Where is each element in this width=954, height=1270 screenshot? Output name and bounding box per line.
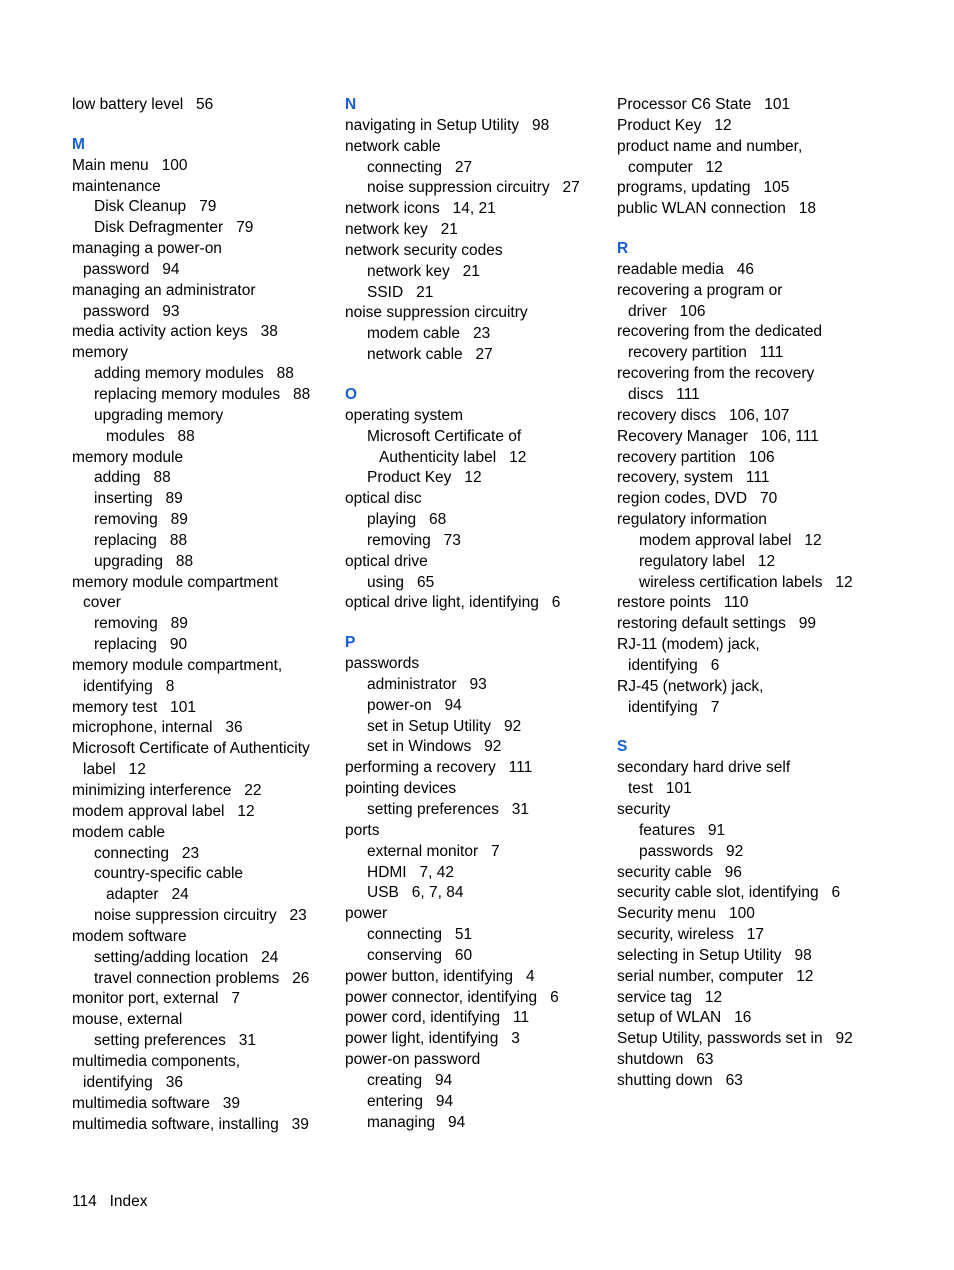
index-subentry: upgrading memory (94, 406, 224, 424)
index-entry: modem approval label 12 (72, 802, 255, 820)
index-entry: performing a recovery 111 (345, 759, 533, 777)
index-entry: power light, identifying 3 (345, 1030, 520, 1048)
index-entry: passwords (345, 655, 420, 673)
index-subentry: passwords 92 (639, 842, 744, 860)
index-subentry: features 91 (639, 821, 726, 839)
index-entry: power (345, 905, 388, 923)
index-entry: serial number, computer 12 (617, 967, 814, 985)
index-subentry: modem cable 23 (367, 325, 491, 343)
index-entry: memory module compartment, (72, 656, 283, 674)
index-subentry: country-specific cable (94, 865, 244, 883)
index-entry: recovery partition 111 (628, 344, 784, 362)
section-gap (345, 614, 607, 633)
index-entry: recovering a program or (617, 281, 783, 299)
index-entry: modem cable (72, 823, 166, 841)
index-subentry: adding memory modules 88 (94, 365, 294, 383)
index-subentry: Product Key 12 (367, 469, 482, 487)
index-entry: minimizing interference 22 (72, 782, 262, 799)
index-entry: region codes, DVD 70 (617, 490, 778, 508)
index-subentry: Microsoft Certificate of (367, 427, 522, 445)
index-column-2 (345, 95, 607, 1134)
index-subentry: USB 6, 7, 84 (367, 884, 464, 902)
index-subentry: adapter 24 (106, 886, 189, 904)
index-subentry: connecting 23 (94, 844, 200, 862)
index-subentry: entering 94 (367, 1092, 454, 1110)
index-entry: identifying 6 (628, 656, 720, 674)
index-entry: Setup Utility, passwords set in 92 (617, 1030, 853, 1048)
section-gap (617, 220, 879, 239)
index-subentry: creating 94 (367, 1071, 453, 1089)
index-subentry: modules 88 (106, 427, 195, 445)
index-subentry: noise suppression circuitry 23 (94, 907, 307, 925)
index-entry: Processor C6 State 101 (617, 96, 791, 113)
index-entry: recovery partition 106 (617, 448, 775, 466)
index-entry: identifying 36 (83, 1073, 183, 1091)
index-entry: restoring default settings 99 (617, 615, 817, 633)
index-entry: driver 106 (628, 302, 706, 320)
index-entry: discs 111 (628, 385, 700, 403)
index-subentry: administrator 93 (367, 675, 487, 693)
index-subentry: Disk Cleanup 79 (94, 198, 217, 216)
index-entry: setup of WLAN 16 (617, 1009, 752, 1027)
index-subentry: using 65 (367, 573, 435, 591)
index-subentry: regulatory label 12 (639, 552, 776, 570)
index-entry: microphone, internal 36 (72, 719, 243, 737)
index-entry: Product Key 12 (617, 116, 732, 134)
index-entry: recovering from the dedicated (617, 323, 823, 341)
section-letter-heading: S (617, 738, 628, 756)
section-gap (617, 718, 879, 737)
index-entry: low battery level 56 (72, 96, 214, 113)
index-entry: readable media 46 (617, 260, 755, 278)
index-entry: security cable slot, identifying 6 (617, 884, 841, 902)
index-entry: operating system (345, 406, 464, 424)
index-entry: power-on password (345, 1051, 481, 1069)
index-entry: mouse, external (72, 1011, 183, 1029)
index-entry: noise suppression circuitry (345, 304, 528, 322)
index-entry: Recovery Manager 106, 111 (617, 427, 819, 445)
index-subentry: replacing memory modules 88 (94, 385, 311, 403)
index-subentry: upgrading 88 (94, 552, 194, 570)
index-entry: RJ-45 (network) jack, (617, 677, 764, 695)
index-entry: RJ-11 (modem) jack, (617, 636, 760, 654)
index-entry: multimedia software 39 (72, 1094, 240, 1112)
index-entry: identifying 7 (628, 698, 720, 716)
index-entry: cover (83, 594, 121, 612)
index-entry: recovery, system 111 (617, 469, 770, 487)
index-subentry: SSID 21 (367, 283, 434, 301)
index-subentry: removing 89 (94, 615, 188, 633)
index-entry: identifying 8 (83, 677, 175, 695)
index-entry: power connector, identifying 6 (345, 988, 559, 1006)
index-entry: ports (345, 821, 380, 839)
index-entry: power cord, identifying 11 (345, 1009, 530, 1027)
index-subentry: network key 21 (367, 262, 480, 280)
index-entry: optical disc (345, 490, 422, 508)
index-entry: optical drive (345, 552, 428, 570)
index-subentry: power-on 94 (367, 696, 462, 714)
index-subentry: modem approval label 12 (639, 531, 822, 549)
index-entry: service tag 12 (617, 988, 723, 1006)
index-entry: multimedia software, installing 39 (72, 1115, 309, 1133)
index-entry: network icons 14, 21 (345, 200, 496, 218)
index-entry: recovery discs 106, 107 (617, 406, 790, 424)
index-entry: recovering from the recovery (617, 365, 815, 383)
index-entry: maintenance (72, 177, 161, 195)
index-subentry: setting preferences 31 (367, 801, 529, 818)
index-entry: multimedia components, (72, 1052, 240, 1070)
index-entry: network cable (345, 137, 441, 155)
index-subentry: connecting 27 (367, 158, 473, 176)
index-entry: managing a power-on (72, 240, 222, 258)
index-entry: public WLAN connection 18 (617, 200, 817, 218)
index-entry: network security codes (345, 241, 503, 259)
index-subentry: Authenticity label 12 (379, 448, 527, 466)
index-subentry: replacing 90 (94, 636, 188, 654)
index-subentry: HDMI 7, 42 (367, 863, 454, 881)
index-subentry: set in Setup Utility 92 (367, 717, 522, 735)
index-subentry: managing 94 (367, 1113, 466, 1131)
index-entry: security (617, 801, 671, 818)
index-subentry: network cable 27 (367, 346, 493, 364)
index-entry: password 94 (83, 260, 180, 278)
section-letter-heading: M (72, 135, 85, 153)
index-entry: secondary hard drive self (617, 759, 791, 777)
index-entry: modem software (72, 927, 187, 945)
index-entry: monitor port, external 7 (72, 990, 240, 1008)
section-gap (72, 116, 334, 135)
index-entry: network key 21 (345, 221, 458, 239)
section-letter-heading: N (345, 96, 357, 113)
index-entry: optical drive light, identifying 6 (345, 594, 561, 612)
index-entry: Main menu 100 (72, 156, 188, 174)
index-entry: memory (72, 344, 128, 362)
index-entry: media activity action keys 38 (72, 323, 278, 341)
index-column-3 (617, 95, 879, 1092)
section-gap (345, 366, 607, 385)
section-letter-heading: O (345, 385, 358, 403)
index-entry: memory module (72, 448, 184, 466)
index-entry: pointing devices (345, 780, 457, 798)
index-entry: password 93 (83, 302, 180, 320)
index-entry: restore points 110 (617, 594, 749, 612)
index-subentry: removing 89 (94, 511, 188, 529)
index-subentry: external monitor 7 (367, 842, 500, 860)
index-subentry: travel connection problems 26 (94, 969, 310, 987)
index-subentry: setting/adding location 24 (94, 948, 279, 966)
index-entry: security cable 96 (617, 863, 742, 881)
index-entry: programs, updating 105 (617, 179, 790, 197)
page-footer: 114 Index (72, 1193, 148, 1210)
index-subentry: inserting 89 (94, 490, 183, 508)
index-subentry: set in Windows 92 (367, 738, 502, 756)
index-entry: Security menu 100 (617, 905, 755, 923)
index-subentry: replacing 88 (94, 531, 188, 549)
index-entry: regulatory information (617, 511, 767, 529)
index-subentry: Disk Defragmenter 79 (94, 219, 254, 237)
index-entry: label 12 (83, 761, 146, 779)
section-letter-heading: R (617, 240, 629, 258)
index-entry: shutting down 63 (617, 1071, 743, 1089)
index-entry: navigating in Setup Utility 98 (345, 116, 550, 134)
index-entry: shutdown 63 (617, 1051, 714, 1069)
index-entry: memory module compartment (72, 573, 278, 591)
index-entry: selecting in Setup Utility 98 (617, 946, 812, 964)
index-entry: security, wireless 17 (617, 926, 765, 944)
index-subentry: connecting 51 (367, 926, 473, 944)
index-entry: Microsoft Certificate of Authenticity (72, 740, 310, 758)
index-subentry: noise suppression circuitry 27 (367, 179, 580, 197)
index-subentry: removing 73 (367, 531, 461, 549)
index-entry: product name and number, (617, 137, 803, 155)
index-entry: test 101 (628, 780, 692, 798)
index-subentry: setting preferences 31 (94, 1032, 256, 1050)
index-entry: memory test 101 (72, 698, 197, 716)
index-entry: power button, identifying 4 (345, 967, 535, 985)
index-column-1 (72, 95, 334, 1135)
index-subentry: adding 88 (94, 469, 171, 487)
section-letter-heading: P (345, 634, 356, 652)
index-subentry: wireless certification labels 12 (639, 573, 853, 591)
index-subentry: conserving 60 (367, 946, 473, 964)
index-subentry: playing 68 (367, 511, 447, 529)
index-entry: computer 12 (628, 158, 723, 176)
index-entry: managing an administrator (72, 281, 256, 299)
